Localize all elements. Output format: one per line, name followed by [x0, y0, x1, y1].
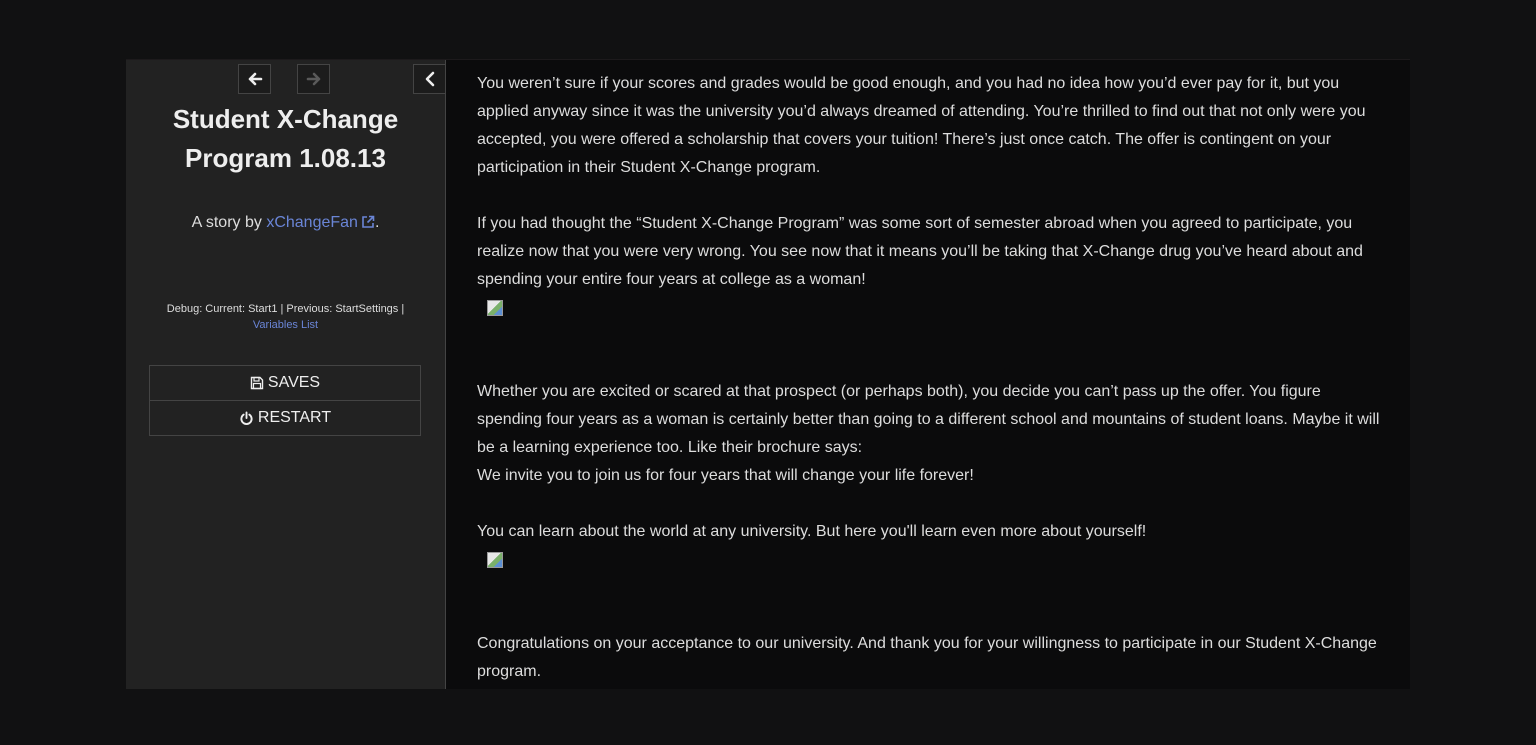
saves-button[interactable] [150, 366, 420, 400]
arrow-left-icon [247, 71, 263, 87]
sidebar-menu [149, 365, 421, 436]
broken-image-icon [487, 300, 503, 316]
power-icon [239, 411, 254, 426]
passage-paragraph: You weren’t sure if your scores and grades would be good enough, and you had no idea how you’d ever pay for it, but you applied anyway since it was the university you’d always dreamed of attending. You’re thrilled to find out that not only were you accepted, you were offered a scholarship that covers your tuition! There’s just once catch. The offer is contingent on your participation in their Student X-Change program. [477, 75, 1366, 176]
author-suffix: . [374, 214, 380, 231]
arrow-right-icon [306, 71, 322, 87]
broken-image-icon [487, 552, 503, 568]
brochure-quote: We invite you to join us for four years that will change your life forever! [477, 467, 974, 484]
author-prefix: A story by [191, 214, 267, 231]
variables-list-link[interactable]: Variables List [252, 319, 319, 331]
passage-paragraph: Congratulations on your acceptance to our university. And thank you for your willingness to participate in our Student X-Change program. [477, 635, 1377, 680]
floppy-disk-icon [250, 376, 264, 390]
author-link[interactable] [266, 214, 375, 231]
history-back-button[interactable] [238, 64, 271, 94]
sidebar-toggle-button[interactable] [413, 64, 446, 94]
external-link-icon [361, 215, 375, 229]
passage-paragraph: Whether you are excited or scared at that prospect (or perhaps both), you decide you can’t pass up the offer. You figure spending four years as a woman is certainly better than going to a different school and mountains of student loans. Maybe it will be a learning experience too. Like their brochure says: [477, 383, 1380, 456]
passage-paragraph: You can learn about the world at any university. But here you'll learn even more about yourself! [477, 523, 1147, 540]
sidebar [126, 60, 446, 689]
author-name: xChangeFan [266, 214, 358, 231]
story-title: Student X-Change Program 1.08.13 [172, 104, 399, 173]
chevron-left-icon [423, 71, 437, 87]
story-author [126, 213, 445, 233]
history-forward-button[interactable] [297, 64, 330, 94]
restart-button[interactable] [150, 400, 420, 435]
debug-info [126, 301, 445, 333]
debug-text: Debug: Current: Start1 | Previous: StartSettings | [166, 303, 405, 315]
restart-label: RESTART [257, 409, 332, 426]
passage-paragraph: If you had thought the “Student X-Change Program” was some sort of semester abroad when you agreed to participate, you realize now that you were very wrong. You see now that it means you’ll be taking that X-Change drug you’ve heard about and spending your entire four years at college as a woman! [477, 215, 1363, 288]
saves-label: SAVES [267, 374, 321, 391]
story-window [126, 59, 1410, 689]
passage [477, 70, 1387, 686]
